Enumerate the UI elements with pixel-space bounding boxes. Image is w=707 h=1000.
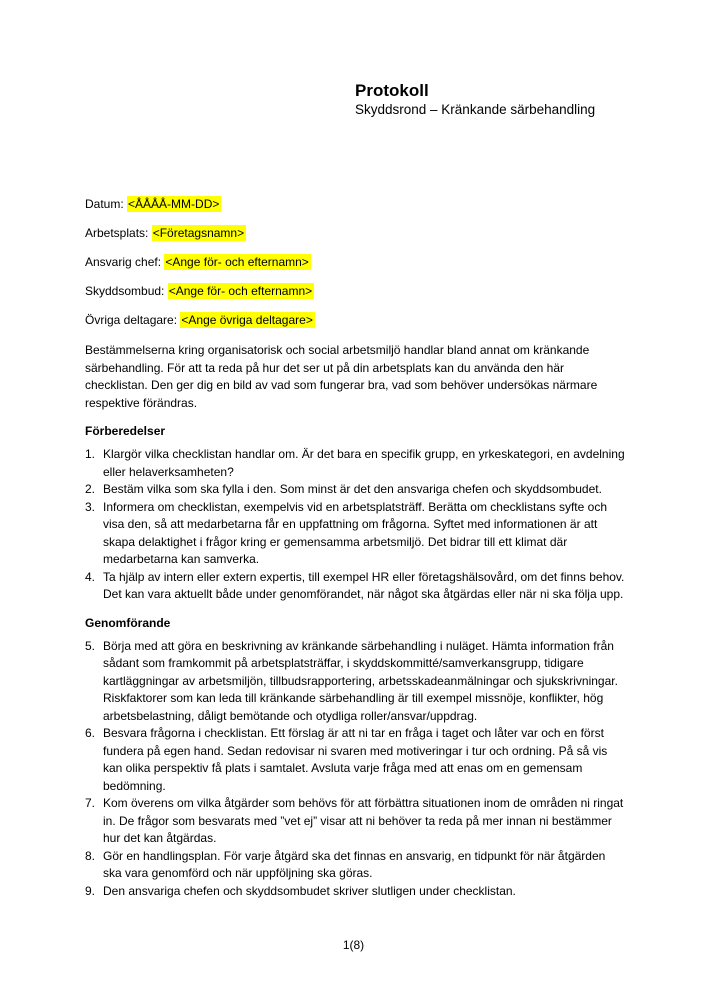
list-item-1 [85,446,627,481]
list-item-4 [85,569,627,604]
field-label-ansvarig-chef: Ansvarig chef: [85,255,165,269]
field-row-ovriga-deltagare [85,313,627,328]
list-item-text: Ta hjälp av intern eller extern expertis, till exempel HR eller företagshälsovård, om det finns behov. Det kan vara aktuellt både under genomförandet, när något ska åtgärdas eller när ni ska följa upp. [103,569,625,601]
field-placeholder-skyddsombud[interactable]: <Ange för- och efternamn> [168,284,313,298]
list-item-number: 7. [85,796,96,810]
field-row-skyddsombud [85,284,627,299]
list-item-2 [85,481,627,499]
list-item-text: Informera om checklistan, exempelvis vid en arbetsplatsträff. Berätta om checklistans syfte och visa den, så att medarbetarna får en uppfattning om frågorna. Syftet med informationen är att skapa delaktighet i frågor kring er gemensamma arbetsmiljö. Det bidrar till ett klimat där medarbetarna kan samverka. [103,499,607,566]
document-footer [0,938,707,953]
section-genomforande [85,615,627,901]
genomforande-list [85,638,627,901]
list-item-text: Gör en handlingsplan. För varje åtgärd ska det finnas en ansvarig, en tidpunkt för när åtgärden ska vara genomförd och när uppföljning ska göras. [103,848,606,880]
field-placeholder-datum[interactable]: <ÅÅÅÅ-MM-DD> [128,197,220,211]
section-forberedelser [85,423,627,604]
intro-paragraph: Bestämmelserna kring organisatorisk och social arbetsmiljö handlar bland annat om kränkande särbehandling. För att ta reda på hur det ser ut på din arbetsplats kan du använda den här checklistan. Den ger dig en bild av vad som fungerar bra, vad som behöver undersökas närmare respektive förändras. [85,343,598,410]
list-item-6 [85,725,627,795]
list-item-number: 8. [85,848,96,863]
section-heading-genomforande: Genomförande [85,615,171,630]
field-label-arbetsplats: Arbetsplats: [85,226,152,240]
list-item-number: 4. [85,569,96,584]
document-content [85,0,627,900]
page-subtitle: Skyddsrond – Kränkande särbehandling [355,102,596,117]
list-item-number: 3. [85,499,96,514]
list-item-text: Bestäm vilka som ska fylla i den. Som minst är det den ansvariga chefen och skyddsombudet. [103,482,602,496]
list-item-text: Den ansvariga chefen och skyddsombudet skriver slutligen under checklistan. [103,883,516,898]
field-row-arbetsplats [85,226,627,241]
list-item-number: 2. [85,482,96,496]
field-row-datum [85,197,627,212]
field-label-datum: Datum: [85,197,128,211]
field-placeholder-arbetsplats[interactable]: <Företagsnamn> [152,226,245,240]
list-item-8 [85,848,627,883]
page-number: 1(8) [342,938,365,952]
field-label-skyddsombud: Skyddsombud: [85,284,168,298]
list-item-5 [85,638,627,726]
list-item-number: 1. [85,447,96,461]
list-item-number: 5. [85,638,96,653]
section-heading-forberedelser: Förberedelser [85,424,166,438]
list-item-9 [85,883,627,901]
list-item-3 [85,499,627,569]
field-placeholder-ovriga-deltagare[interactable]: <Ange övriga deltagare> [181,313,313,327]
field-row-ansvarig-chef [85,255,627,270]
field-placeholder-ansvarig-chef[interactable]: <Ange för- och efternamn> [165,255,309,269]
page-title: Protokoll [355,81,429,100]
list-item-text: Kom överens om vilka åtgärder som behövs för att förbättra situationen inom de områden ni ringat in. De frågor som besvarats med ”vet ej” visar att ni behöver ta reda på mer innan ni bestämmer hur det kan åtgärdas. [103,796,624,845]
list-item-number: 9. [85,883,96,898]
list-item-text: Besvara frågorna i checklistan. Ett förslag är att ni tar en fråga i taget och låter var och en först fundera på egen hand. Sedan redovisar ni svaren med motiveringar i tur och ordning. På så vis kan olika perspektiv få plats i samtalet. Avsluta varje fråga med att enas om en gemensam bedömning. [103,726,608,793]
document-header [355,0,627,119]
list-item-7 [85,795,627,848]
field-label-ovriga-deltagare: Övriga deltagare: [85,313,181,327]
list-item-number: 6. [85,726,96,740]
list-item-text: Klargör vilka checklistan handlar om. Är det bara en specifik grupp, en yrkeskategori, en avdelning eller helaverksamheten? [103,447,625,479]
list-item-text: Börja med att göra en beskrivning av kränkande särbehandling i nuläget. Hämta information från sådant som framkommit på arbetsplatsträffar, i skyddskommitté/samverkansgrupp, tidigare kartläggningar av arbetsmiljön, tillbudsrapportering, arbetsskadeanmälningar och sjukskrivningar. Riskfaktorer som kan leda till kränkande särbehandling är till exempel missnöje, konflikter, hög arbetsbelastning, dåligt bemötande och otydliga roller/ansvar/uppdrag. [103,638,618,723]
metadata-fields [85,197,627,328]
forberedelser-list [85,446,627,604]
